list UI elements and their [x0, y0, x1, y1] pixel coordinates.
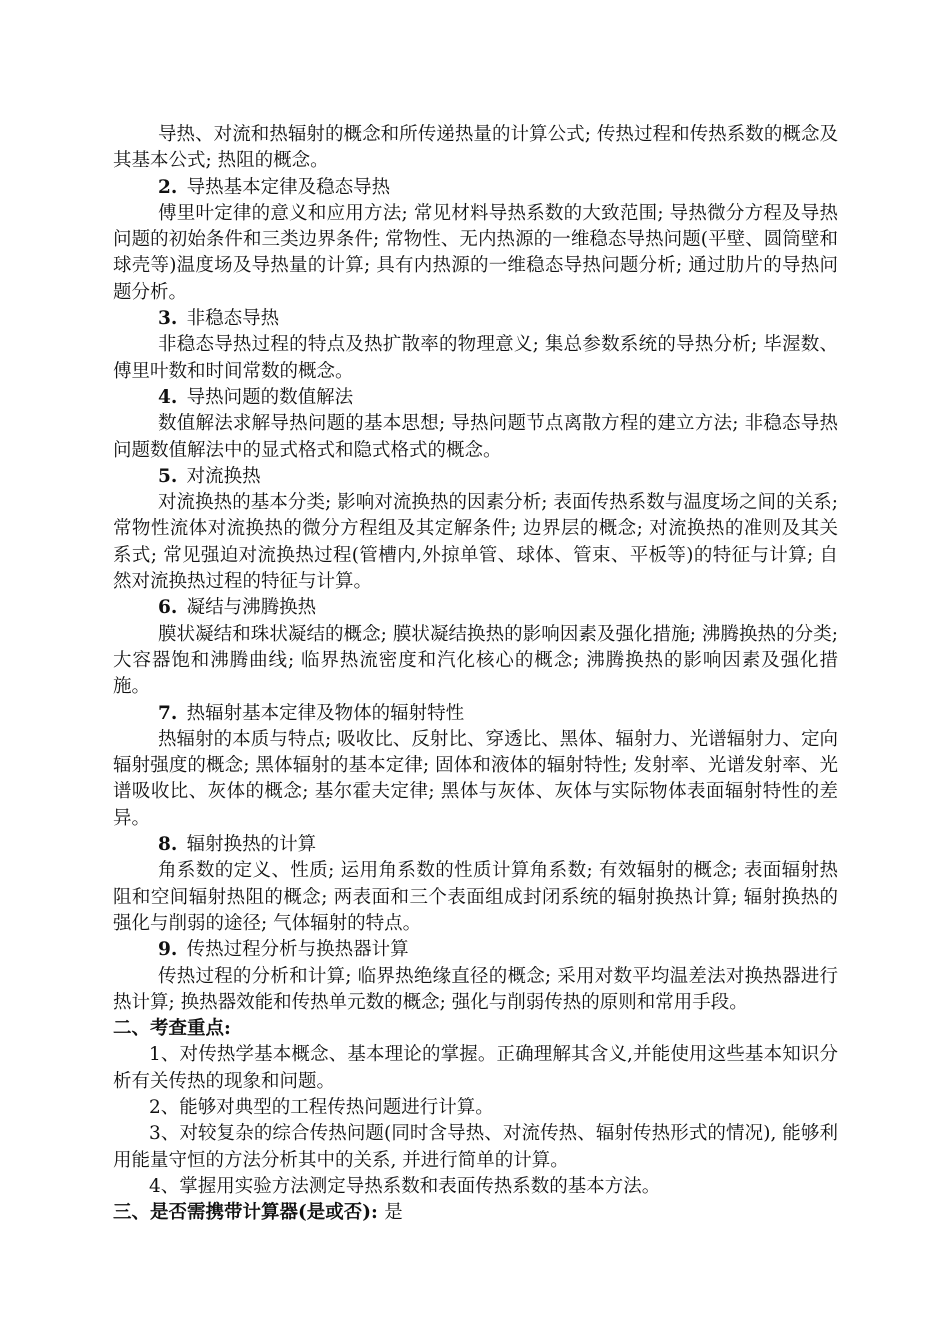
- section-number: 8.: [158, 834, 178, 856]
- section-title: 对流换热: [186, 465, 261, 487]
- section-title: 传热过程分析与换热器计算: [186, 939, 409, 961]
- section-heading: [113, 937, 838, 963]
- body-paragraph: 对流换热的基本分类; 影响对流换热的因素分析; 表面传热系数与温度场之间的关系; 常物性流体对流换热的微分方程组及其定解条件; 边界层的概念; 对流换热的准则及其关系式; 常见强迫对流换热过程(管槽内,外掠单管、球体、管束、平板等)的特征与计算; 自然对流换热过程的特征与计算。: [113, 492, 838, 593]
- section-heading: [113, 832, 838, 858]
- body-paragraph: 传热过程的分析和计算; 临界热绝缘直径的概念; 采用对数平均温差法对换热器进行热计算; 换热器效能和传热单元数的概念; 强化与削弱传热的原则和常用手段。: [113, 965, 838, 1013]
- body-paragraph: 角系数的定义、性质; 运用角系数的性质计算角系数; 有效辐射的概念; 表面辐射热阻和空间辐射热阻的概念; 两表面和三个表面组成封闭系统的辐射换热计算; 辐射换热的强化与削弱的途径; 气体辐射的特点。: [113, 860, 838, 934]
- section-number: 9.: [158, 939, 178, 961]
- list-item: 2、能够对典型的工程传热问题进行计算。: [149, 1096, 494, 1118]
- section-number: 3.: [158, 308, 178, 330]
- section-title: 导热问题的数值解法: [186, 386, 354, 408]
- section-number: 5.: [158, 465, 178, 487]
- section-title: 凝结与沸腾换热: [186, 597, 317, 619]
- section-heading: [113, 464, 838, 490]
- body-paragraph: 数值解法求解导热问题的基本思想; 导热问题节点离散方程的建立方法; 非稳态导热问题数值解法中的显式格式和隐式格式的概念。: [113, 413, 838, 461]
- body-paragraph: 导热、对流和热辐射的概念和所传递热量的计算公式; 传热过程和传热系数的概念及其基本公式; 热阻的概念。: [113, 124, 838, 172]
- list-item: 1、对传热学基本概念、基本理论的掌握。正确理解其含义,并能使用这些基本知识分析有关传热的现象和问题。: [113, 1044, 838, 1092]
- body-paragraph: 膜状凝结和珠状凝结的概念; 膜状凝结换热的影响因素及强化措施; 沸腾换热的分类; 大容器饱和沸腾曲线; 临界热流密度和汽化核心的概念; 沸腾换热的影响因素及强化措施。: [113, 623, 838, 698]
- document-page: [113, 122, 838, 1226]
- major-heading: [113, 1016, 838, 1042]
- section-title: 非稳态导热: [186, 308, 280, 330]
- list-item: 3、对较复杂的综合传热问题(同时含导热、对流传热、辐射传热形式的情况), 能够利用能量守恒的方法分析其中的关系, 并进行简单的计算。: [113, 1123, 838, 1171]
- section-heading: [113, 595, 838, 621]
- major-heading-title: 二、考查重点:: [113, 1018, 231, 1040]
- section-number: 4.: [158, 386, 178, 408]
- section-number: 6.: [158, 597, 178, 619]
- section-heading: [113, 701, 838, 727]
- section-heading: [113, 175, 838, 201]
- section-title: 辐射换热的计算: [186, 834, 317, 856]
- body-paragraph: 热辐射的本质与特点; 吸收比、反射比、穿透比、黑体、辐射力、光谱辐射力、定向辐射强度的概念; 黑体辐射的基本定律; 固体和液体的辐射特性; 发射率、光谱发射率、光谱吸收比、灰体的概念; 基尔霍夫定律; 黑体与灰体、灰体与实际物体表面辐射特性的差异。: [113, 728, 838, 829]
- body-paragraph: 傅里叶定律的意义和应用方法; 常见材料导热系数的大致范围; 导热微分方程及导热问题的初始条件和三类边界条件; 常物性、无内热源的一维稳态导热问题(平壁、圆筒壁和球壳等)温度场及导热量的计算; 具有内热源的一维稳态导热问题分析; 通过肋片的导热问题分析。: [113, 202, 838, 303]
- major-heading: [113, 1200, 838, 1226]
- major-heading-answer: 是: [384, 1202, 403, 1224]
- section-heading: [113, 306, 838, 332]
- section-number: 7.: [158, 702, 178, 724]
- section-title: 热辐射基本定律及物体的辐射特性: [186, 702, 465, 724]
- section-number: 2.: [158, 176, 178, 198]
- body-paragraph: 非稳态导热过程的特点及热扩散率的物理意义; 集总参数系统的导热分析; 毕渥数、傅里叶数和时间常数的概念。: [113, 334, 838, 382]
- section-heading: [113, 385, 838, 411]
- section-title: 导热基本定律及稳态导热: [186, 176, 391, 198]
- major-heading-title: 三、是否需携带计算器(是或否):: [113, 1202, 378, 1224]
- list-item: 4、掌握用实验方法测定导热系数和表面传热系数的基本方法。: [149, 1175, 661, 1197]
